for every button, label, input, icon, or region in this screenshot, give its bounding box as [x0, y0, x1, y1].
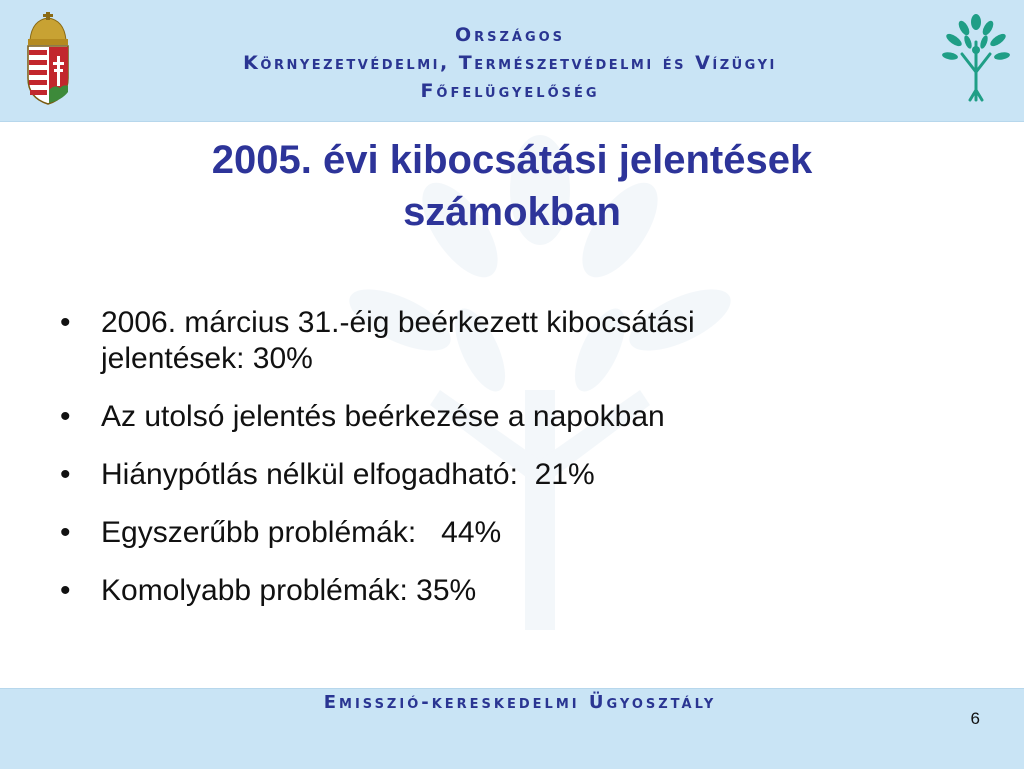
bullet-text: Az utolsó jelentés beérkezése a napokban	[101, 400, 665, 433]
bullet-dot: •	[60, 306, 71, 339]
bullet-item	[60, 399, 960, 435]
bullet-item	[60, 515, 960, 551]
slide-title-line1: 2005. évi kibocsátási jelentések	[211, 138, 813, 182]
bullet-text: Komolyabb problémák: 35%	[101, 574, 477, 607]
bullet-dot: •	[60, 516, 71, 549]
org-name-line3: Főfelügyelőség	[420, 80, 600, 102]
org-name-line1: Országos	[454, 24, 566, 46]
department-name: Emisszió-kereskedelmi Ügyosztály	[323, 692, 717, 713]
hungarian-coat-of-arms-icon	[22, 12, 74, 106]
page-number: 6	[970, 709, 980, 728]
slide-title-line2: számokban	[403, 190, 621, 234]
bullet-item	[60, 457, 960, 493]
bullet-text: Egyszerűbb problémák: 44%	[101, 516, 502, 549]
slide-title	[60, 134, 964, 238]
bullet-item	[60, 305, 960, 377]
bullet-item	[60, 573, 960, 609]
bullet-dot: •	[60, 400, 71, 433]
org-name-line2: Környezetvédelmi, Természetvédelmi és Vízügyi	[243, 52, 777, 74]
bullet-dot: •	[60, 574, 71, 607]
tree-logo-icon	[940, 12, 1012, 102]
header-band	[0, 0, 1024, 122]
bullet-text-continuation: jelentések: 30%	[101, 342, 313, 375]
bullet-text: Hiánypótlás nélkül elfogadható: 21%	[101, 458, 595, 491]
footer-band	[0, 688, 1024, 769]
bullet-list	[60, 305, 960, 631]
bullet-dot: •	[60, 458, 71, 491]
bullet-text: 2006. március 31.-éig beérkezett kibocsátási	[101, 306, 695, 339]
